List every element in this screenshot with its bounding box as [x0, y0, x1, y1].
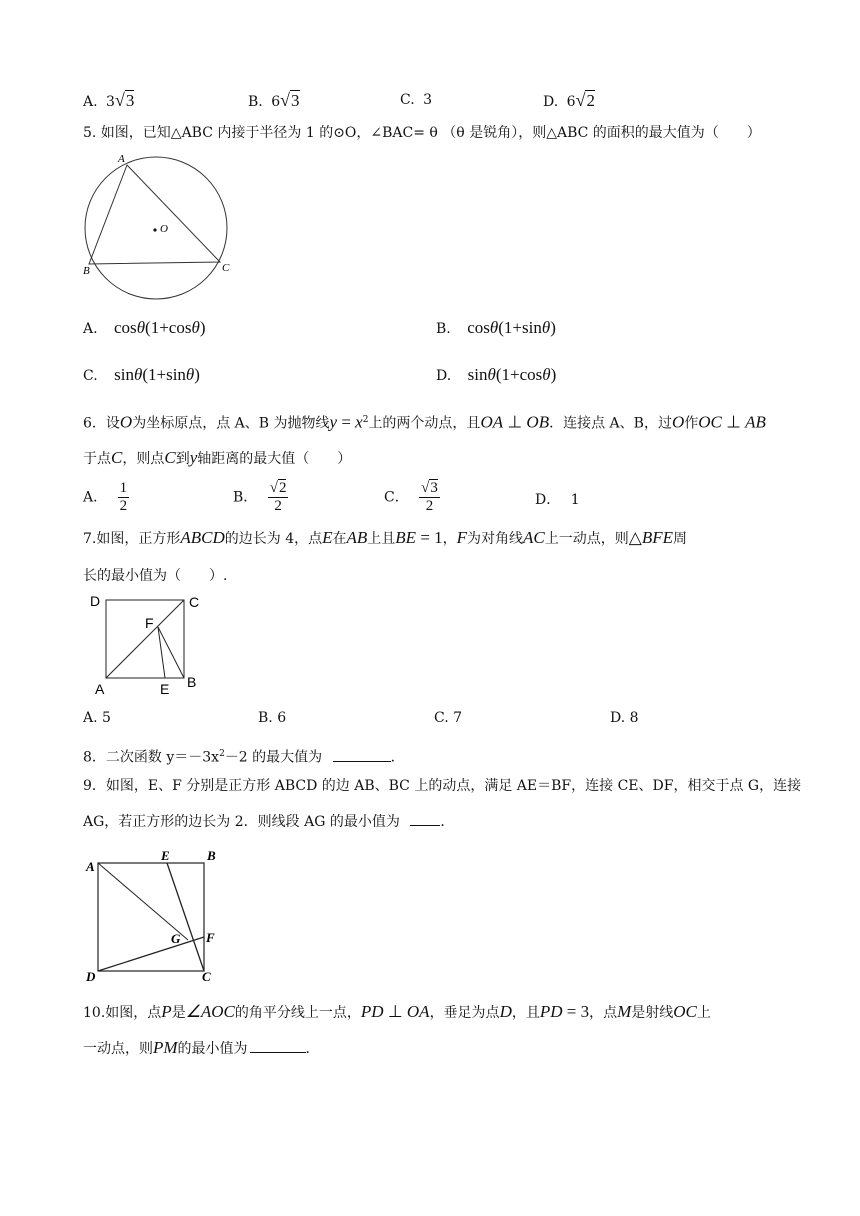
q7-label-f: F: [145, 615, 154, 631]
q5-option-d[interactable]: D. sinθ(1+cosθ): [436, 365, 557, 384]
q7-stem-line1: 7.如图，正方形ABCD的边长为 4，点E在AB上且BE = 1，F为对角线AC上一动点，则△BFE周: [83, 528, 688, 547]
q7-label-b: B: [187, 674, 197, 690]
q7-label-d: D: [90, 593, 101, 609]
q5-stem: 5. 如图，已知△ABC 内接于半径为 1 的⊙O，∠BAC= θ （θ 是锐角），则△ABC 的面积的最大值为（ ）: [83, 125, 761, 141]
q5-option-a[interactable]: A. cosθ(1+cosθ): [83, 318, 206, 337]
q5-label-o: O: [160, 223, 168, 235]
q6-option-c[interactable]: C． $\frac{√3}{2}$: [384, 480, 438, 514]
q8-stem: 8．二次函数 $y=-3x^2-2$ 的最大值为 ．: [83, 749, 405, 766]
q9-stem-line2: AG，若正方形的边长为 2．则线段 AG 的最小值为 ．: [83, 814, 455, 830]
q6-stem-line2: 于点C，则点C到y轴距离的最大值（ ）: [83, 448, 352, 467]
q4-option-b[interactable]: B. 6√3: [248, 90, 300, 110]
q6-option-a[interactable]: A． $\frac{1}{2}$: [83, 480, 128, 514]
q8-answer-blank[interactable]: [333, 761, 391, 762]
q7-figure: [85, 590, 205, 698]
q9-label-c: C: [202, 969, 211, 984]
q9-stem-line1: 9．如图，E、F 分别是正方形 ABCD 的边 AB、BC 上的动点，满足 AE＝BF，连接 CE、DF，相交于点 G，连接: [83, 778, 802, 794]
q9-label-b: B: [207, 848, 216, 863]
fraction: $\frac{1}{2}$: [119, 480, 128, 514]
q7-option-c[interactable]: C. 7: [434, 710, 463, 726]
q4-option-a[interactable]: A. 3√3: [83, 90, 135, 110]
fraction: $\frac{√2}{2}$: [269, 480, 287, 514]
q7-label-c: C: [189, 594, 200, 610]
fraction: $\frac{√3}{2}$: [421, 480, 438, 514]
q5-label-b: B: [83, 265, 90, 277]
q9-label-e: E: [161, 848, 170, 863]
q9-label-a: A: [86, 859, 95, 874]
q6-option-b[interactable]: B． $\frac{√2}{2}$: [233, 480, 287, 514]
q4-option-d[interactable]: D. 6√2: [543, 90, 595, 110]
q10-stem-line1: 10.如图，点P是∠AOC的角平分线上一点，PD ⊥ OA，垂足为点D，且PD = 3，点M是射线OC上: [83, 1002, 711, 1021]
q5-option-c[interactable]: C. sinθ(1+sinθ): [83, 365, 200, 384]
q9-figure: [82, 845, 222, 985]
q9-label-d: D: [86, 969, 96, 984]
q9-label-g: G: [171, 931, 181, 946]
q7-option-b[interactable]: B. 6: [258, 710, 287, 726]
q5-figure: [80, 150, 255, 305]
q7-option-d[interactable]: D. 8: [610, 710, 639, 726]
q7-option-a[interactable]: A. 5: [83, 710, 111, 726]
q6-option-d[interactable]: D． 1: [535, 492, 580, 508]
q5-option-b[interactable]: B. cosθ(1+sinθ): [436, 318, 556, 337]
q7-label-e: E: [160, 681, 170, 697]
q9-label-f: F: [206, 930, 215, 945]
q10-answer-blank[interactable]: [250, 1052, 306, 1053]
q5-label-a: A: [118, 153, 125, 165]
q9-answer-blank[interactable]: [410, 825, 440, 826]
q6-stem-line1: 6．设O为坐标原点，点 A、B 为抛物线$y = x^2$上的两个动点，且OA ⊥ OB．连接点 A、B，过O作OC ⊥ AB: [83, 412, 766, 432]
q4-option-c[interactable]: C. 3: [400, 92, 433, 108]
q7-stem-line2: 长的最小值为（ ）.: [83, 568, 228, 584]
q7-label-a: A: [95, 681, 105, 697]
q5-label-c: C: [222, 262, 230, 274]
q10-stem-line2: 一动点，则PM的最小值为 ．: [83, 1038, 320, 1057]
